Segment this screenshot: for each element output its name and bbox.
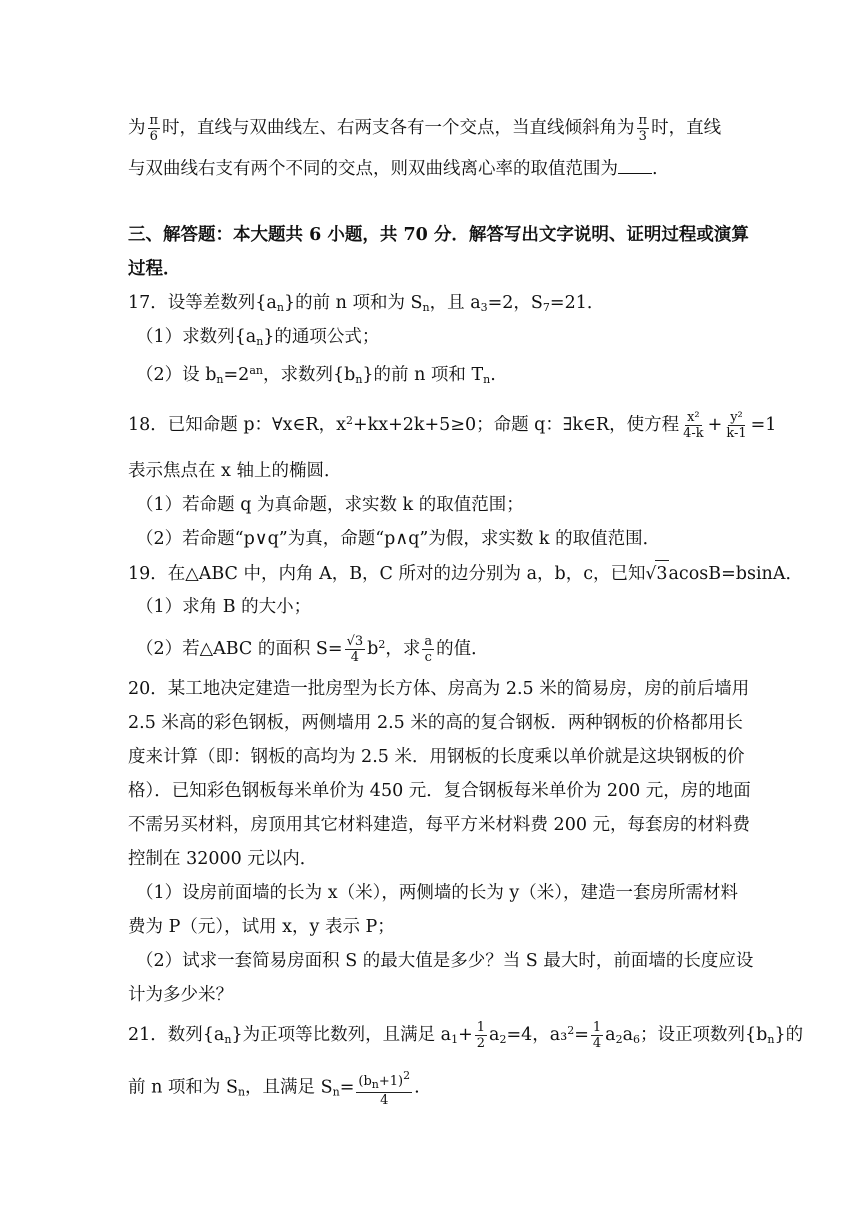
text: 时，直线 [651,118,722,138]
question-19: 19．在△ABC 中，内角 A，B，C 所对的边分别为 a，b，c，已知√3acosB=bsinA． [128,560,760,587]
text: 为 [128,118,146,138]
question-17: 17．设等差数列$\{a_n\}$的前 n 项和为 $S_n$，且 $a_3=2$，$S_7=21$． [128,293,605,314]
question-18-part-1: （1）若命题 q 为真命题，求实数 k 的取值范围； [136,495,524,515]
question-20-part-2-cont: 计为多少米？ [128,985,233,1005]
question-20-part-2: （2）试求一套简易房面积 S 的最大值是多少？当 S 最大时，前面墙的长度应设 [136,951,754,971]
question-20-line-2: 2.5 米高的彩色钢板，两侧墙用 2.5 米的高的复合钢板．两种钢板的价格都用长 [128,713,743,733]
fraction-x2-over-4-k: $\frac{\text{x²}}{4-k}$ [683,410,704,441]
question-20-line-6: 控制在 32000 元以内． [128,849,318,869]
fraction-root3-over-4: $\frac{√3}{4}$ [346,634,364,665]
question-17-part-2: （2）设 $b_n=2^{an}$，求数列$\{b_n\}$的前 n 项和 $T_n$. [136,364,496,386]
section-3-heading-cont: 过程． [128,259,181,279]
q16-line-2: 与双曲线右支有两个不同的交点，则双曲线离心率的取值范围为 . [128,159,658,179]
fraction-y2-over-k-1: $\frac{\text{y²}}{k-1}$ [726,410,747,441]
fraction-pi-over-3: $\frac{\pi}{3}$ [638,113,648,144]
question-20-line-5: 不需另买材料，房顶用其它材料建造，每平方米材料费 200 元，每套房的材料费 [128,815,751,835]
question-19-part-1: （1）求角 B 的大小； [136,597,312,617]
question-20-part-1-cont: 费为 P（元），试用 x，y 表示 P； [128,917,395,937]
section-3-heading: 三、解答题：本大题共 6 小题，共 70 分．解答写出文字说明、证明过程或演算 [128,225,749,245]
fraction-bn-plus-1-sq-over-4: $\frac{(b_n+1)^2}{4}$ [358,1069,411,1108]
question-18-part-2: （2）若命题“p∨q”为真，命题“p∧q”为假，求实数 k 的取值范围． [136,529,661,549]
question-18-cont: 表示焦点在 x 轴上的椭圆． [128,461,342,481]
question-20-line-4: 格）．已知彩色钢板每米单价为 450 元．复合钢板每米单价为 200 元，房的地面 [128,781,751,801]
question-19-part-2: （2）若△ABC 的面积 S= $\frac{√3}{4}$ $b^2$，求 $\frac{a}{c}$ 的值． [136,634,489,665]
fraction-1-over-2: $\frac{1}{2}$ [476,1020,486,1051]
question-20-line-1: 20．某工地决定建造一批房型为长方体、房高为 2.5 米的简易房，房的前后墙用 [128,679,750,699]
fraction-a-over-c: $\frac{a}{c}$ [424,634,433,665]
question-20-part-1: （1）设房前面墙的长为 x（米），两侧墙的长为 y（米），建造一套房所需材料 [136,883,739,903]
answer-blank [618,159,652,174]
fraction-pi-over-6: $\frac{\pi}{6}$ [149,113,159,144]
fraction-1-over-4: $\frac{1}{4}$ [592,1020,602,1051]
question-18: 18．已知命题 p：∀x∈R，$x^2+kx+2k+5\ge 0$；命题 q：∃k∈R，使方程 $\frac{\text{x²}}{4-k}$ + $\frac{\text{y²}}{k-1}$ =1 [128,410,777,441]
q16-line-1 [128,113,760,144]
text: 时，直线与双曲线左、右两支各有一个交点，当直线倾斜角为 [162,118,635,138]
question-21: 21．数列$\{a_n\}$为正项等比数列，且满足 $a_1+$ $\frac{1}{2}$ $a_2=4$，a₃$^2$= $\frac{1}{4}$ $a_2a_6$；设正项数列$\{b_n\}$的 [128,1020,804,1051]
question-20-line-3: 度来计算（即：钢板的高均为 2.5 米．用钢板的长度乘以单价就是这块钢板的价 [128,747,745,767]
question-17-part-1: （1）求数列$\{a_n\}$的通项公式； [136,327,380,348]
question-21-cont: 前 n 项和为 $S_n$，且满足 $S_n=$ $\frac{(b_n+1)^2}{4}$ . [128,1069,420,1108]
